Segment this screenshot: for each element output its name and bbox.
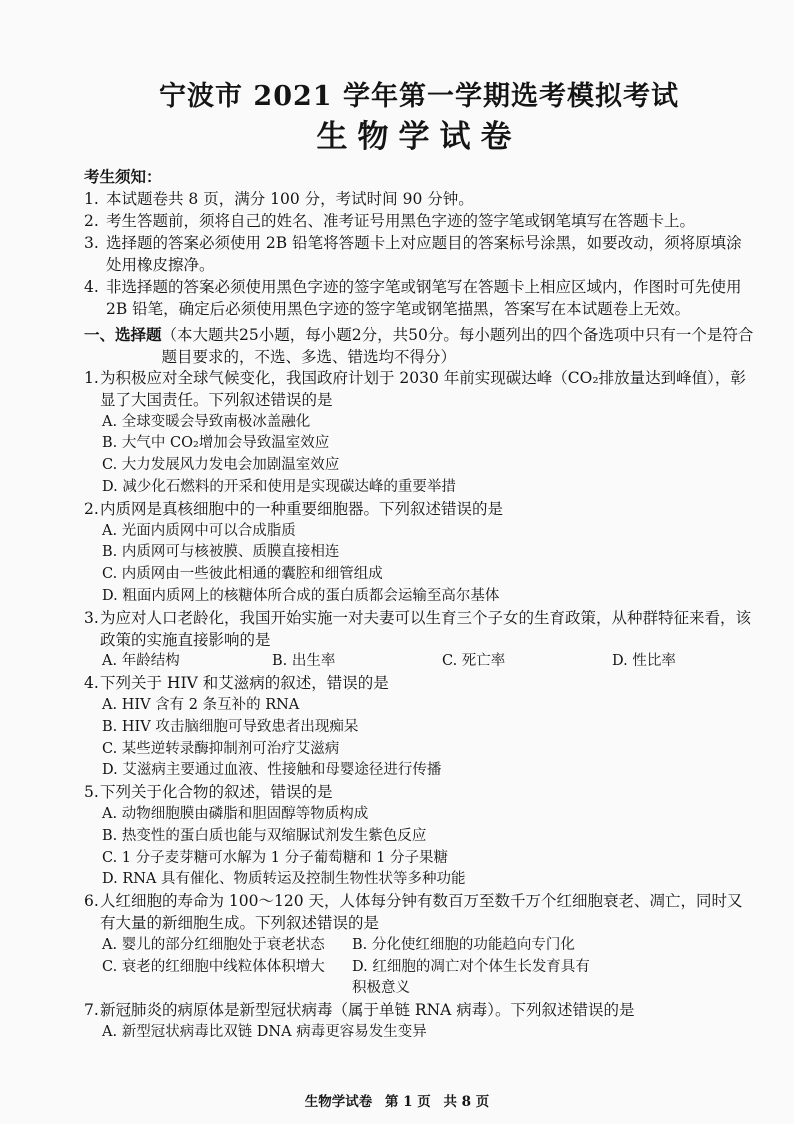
question-number: 4. <box>84 674 99 693</box>
option-d: D. 艾滋病主要通过血液、性接触和母婴途径进行传播 <box>102 762 442 779</box>
question-2 <box>84 499 754 608</box>
footer-total-pages: 共 8 页 <box>443 1094 490 1110</box>
option-a: A. 全球变暖会导致南极冰盖融化 <box>102 413 311 430</box>
option-b: B. 内质网可与核被膜、质膜直接相连 <box>102 544 340 561</box>
question-stem <box>84 608 754 652</box>
option-a: A. 年龄结构 <box>102 653 180 670</box>
option-a: A. 新型冠状病毒比双链 DNA 病毒更容易发生变异 <box>102 1023 427 1040</box>
question-stem <box>84 782 754 804</box>
option-d: D. RNA 具有催化、物质转运及控制生物性状等多种功能 <box>102 871 466 888</box>
question-text: 下列关于 HIV 和艾滋病的叙述，错误的是 <box>100 674 389 693</box>
option-a: A. 婴儿的部分红细胞处于衰老状态 <box>102 936 325 953</box>
notice-item-number: 2. <box>84 212 99 230</box>
notice-item <box>84 188 754 210</box>
question-stem <box>84 673 754 695</box>
option-d: D. 红细胞的凋亡对个体生长发育具有积极意义 <box>352 958 590 997</box>
section-instructions: （本大题共25小题，每小题2分，共50分。每小题列出的四个备选项中只有一个是符合题目要求的，不选、多选、错选均不得分） <box>161 326 754 366</box>
options-row <box>84 935 754 957</box>
question-text: 人红细胞的寿命为 100～120 天，人体每分钟有数百万至数千万个红细胞衰老、凋亡，同时又有大量的新细胞生成。下列叙述错误的是 <box>100 892 743 932</box>
option-d: D. 减少化石燃料的开采和使用是实现碳达峰的重要举措 <box>102 478 456 495</box>
notice-item-number: 4. <box>84 278 99 296</box>
question-number: 2. <box>84 499 99 518</box>
question-stem <box>84 368 754 412</box>
notice-heading: 考生须知： <box>84 167 162 186</box>
question-text: 为应对人口老龄化，我国开始实施一对夫妻可以生育三个子女的生育政策，从种群特征来看，该政策的实施直接影响的是 <box>100 608 752 649</box>
question-number: 7. <box>84 1001 99 1020</box>
question-5 <box>84 782 754 891</box>
question-number: 5. <box>84 783 99 802</box>
option-c: C. 内质网由一些彼此相通的囊腔和细管组成 <box>102 566 383 583</box>
option-a: A. HIV 含有 2 条互补的 RNA <box>102 696 300 713</box>
question-number: 6. <box>84 892 99 911</box>
option-a: A. 光面内质网中可以合成脂质 <box>102 522 296 539</box>
question-text: 下列关于化合物的叙述，错误的是 <box>100 783 333 802</box>
notice-item-text: 考生答题前，须将自己的姓名、准考证号用黑色字迹的签字笔或钢笔填写在答题卡上。 <box>106 212 696 230</box>
option-d: D. 粗面内质网上的核糖体所合成的蛋白质都会运输至高尔基体 <box>102 587 500 604</box>
option-c: C. 1 分子麦芽糖可水解为 1 分子葡萄糖和 1 分子果糖 <box>102 849 449 866</box>
option-a: A. 动物细胞膜由磷脂和胆固醇等物质构成 <box>102 805 369 822</box>
question-number: 3. <box>84 608 99 627</box>
notice-item-text: 选择题的答案必须使用 2B 铅笔将答题卡上对应题目的答案标号涂黑，如要改动，须将原填涂处用橡皮擦净。 <box>106 234 742 274</box>
exam-subtitle: 生物学试卷 <box>316 119 522 155</box>
option-d: D. 性比率 <box>612 653 676 670</box>
exam-title: 宁波市 2021 学年第一学期选考模拟考试 <box>159 81 679 112</box>
option-b: B. 大气中 CO₂增加会导致温室效应 <box>102 435 330 452</box>
question-text: 为积极应对全球气候变化，我国政府计划于 2030 年前实现碳达峰（CO₂排放量达到峰值），彰显了大国责任。下列叙述错误的是 <box>100 369 746 409</box>
notice-block <box>84 166 754 320</box>
question-4 <box>84 673 754 782</box>
question-3 <box>84 608 754 673</box>
notice-item <box>84 276 754 320</box>
question-text: 新冠肺炎的病原体是新型冠状病毒（属于单链 RNA 病毒）。下列叙述错误的是 <box>100 1001 635 1020</box>
options-row <box>84 957 754 1001</box>
option-c: C. 大力发展风力发电会加剧温室效应 <box>102 457 340 474</box>
question-stem <box>84 1000 754 1022</box>
notice-item <box>84 232 754 276</box>
option-b: B. 热变性的蛋白质也能与双缩脲试剂发生紫色反应 <box>102 827 427 844</box>
question-text: 内质网是真核细胞中的一种重要细胞器。下列叙述错误的是 <box>100 499 504 518</box>
option-b: B. 出生率 <box>272 653 336 670</box>
question-stem <box>84 499 754 521</box>
question-1 <box>84 368 754 499</box>
question-stem <box>84 891 754 935</box>
question-number: 1. <box>84 369 99 387</box>
option-b: B. 分化使红细胞的功能趋向专门化 <box>352 936 575 953</box>
notice-item-number: 3. <box>84 234 99 252</box>
footer-page-number: 第 1 页 <box>384 1094 431 1110</box>
options-row <box>84 651 754 673</box>
option-b: B. HIV 攻击脑细胞可导致患者出现痴呆 <box>102 718 359 735</box>
option-c: C. 衰老的红细胞中线粒体体积增大 <box>102 958 325 975</box>
option-c: C. 某些逆转录酶抑制剂可治疗艾滋病 <box>102 740 340 757</box>
option-c: C. 死亡率 <box>442 653 506 670</box>
page-footer <box>0 1090 794 1110</box>
notice-item-text: 本试题卷共 8 页，满分 100 分，考试时间 90 分钟。 <box>106 190 474 208</box>
footer-exam-name: 生物学试卷 <box>304 1094 373 1110</box>
notice-item-text: 非选择题的答案必须使用黑色字迹的签字笔或钢笔写在答题卡上相应区域内，作图时可先使用 2B 铅笔，确定后必须使用黑色字迹的签字笔或钢笔描黑，答案写在本试题卷上无效。 <box>106 278 742 318</box>
section-heading <box>84 324 754 368</box>
question-6 <box>84 891 754 1000</box>
notice-item <box>84 210 754 232</box>
question-7 <box>84 1000 754 1044</box>
section-label: 一、选择题 <box>84 325 162 344</box>
notice-item-number: 1. <box>84 190 99 208</box>
